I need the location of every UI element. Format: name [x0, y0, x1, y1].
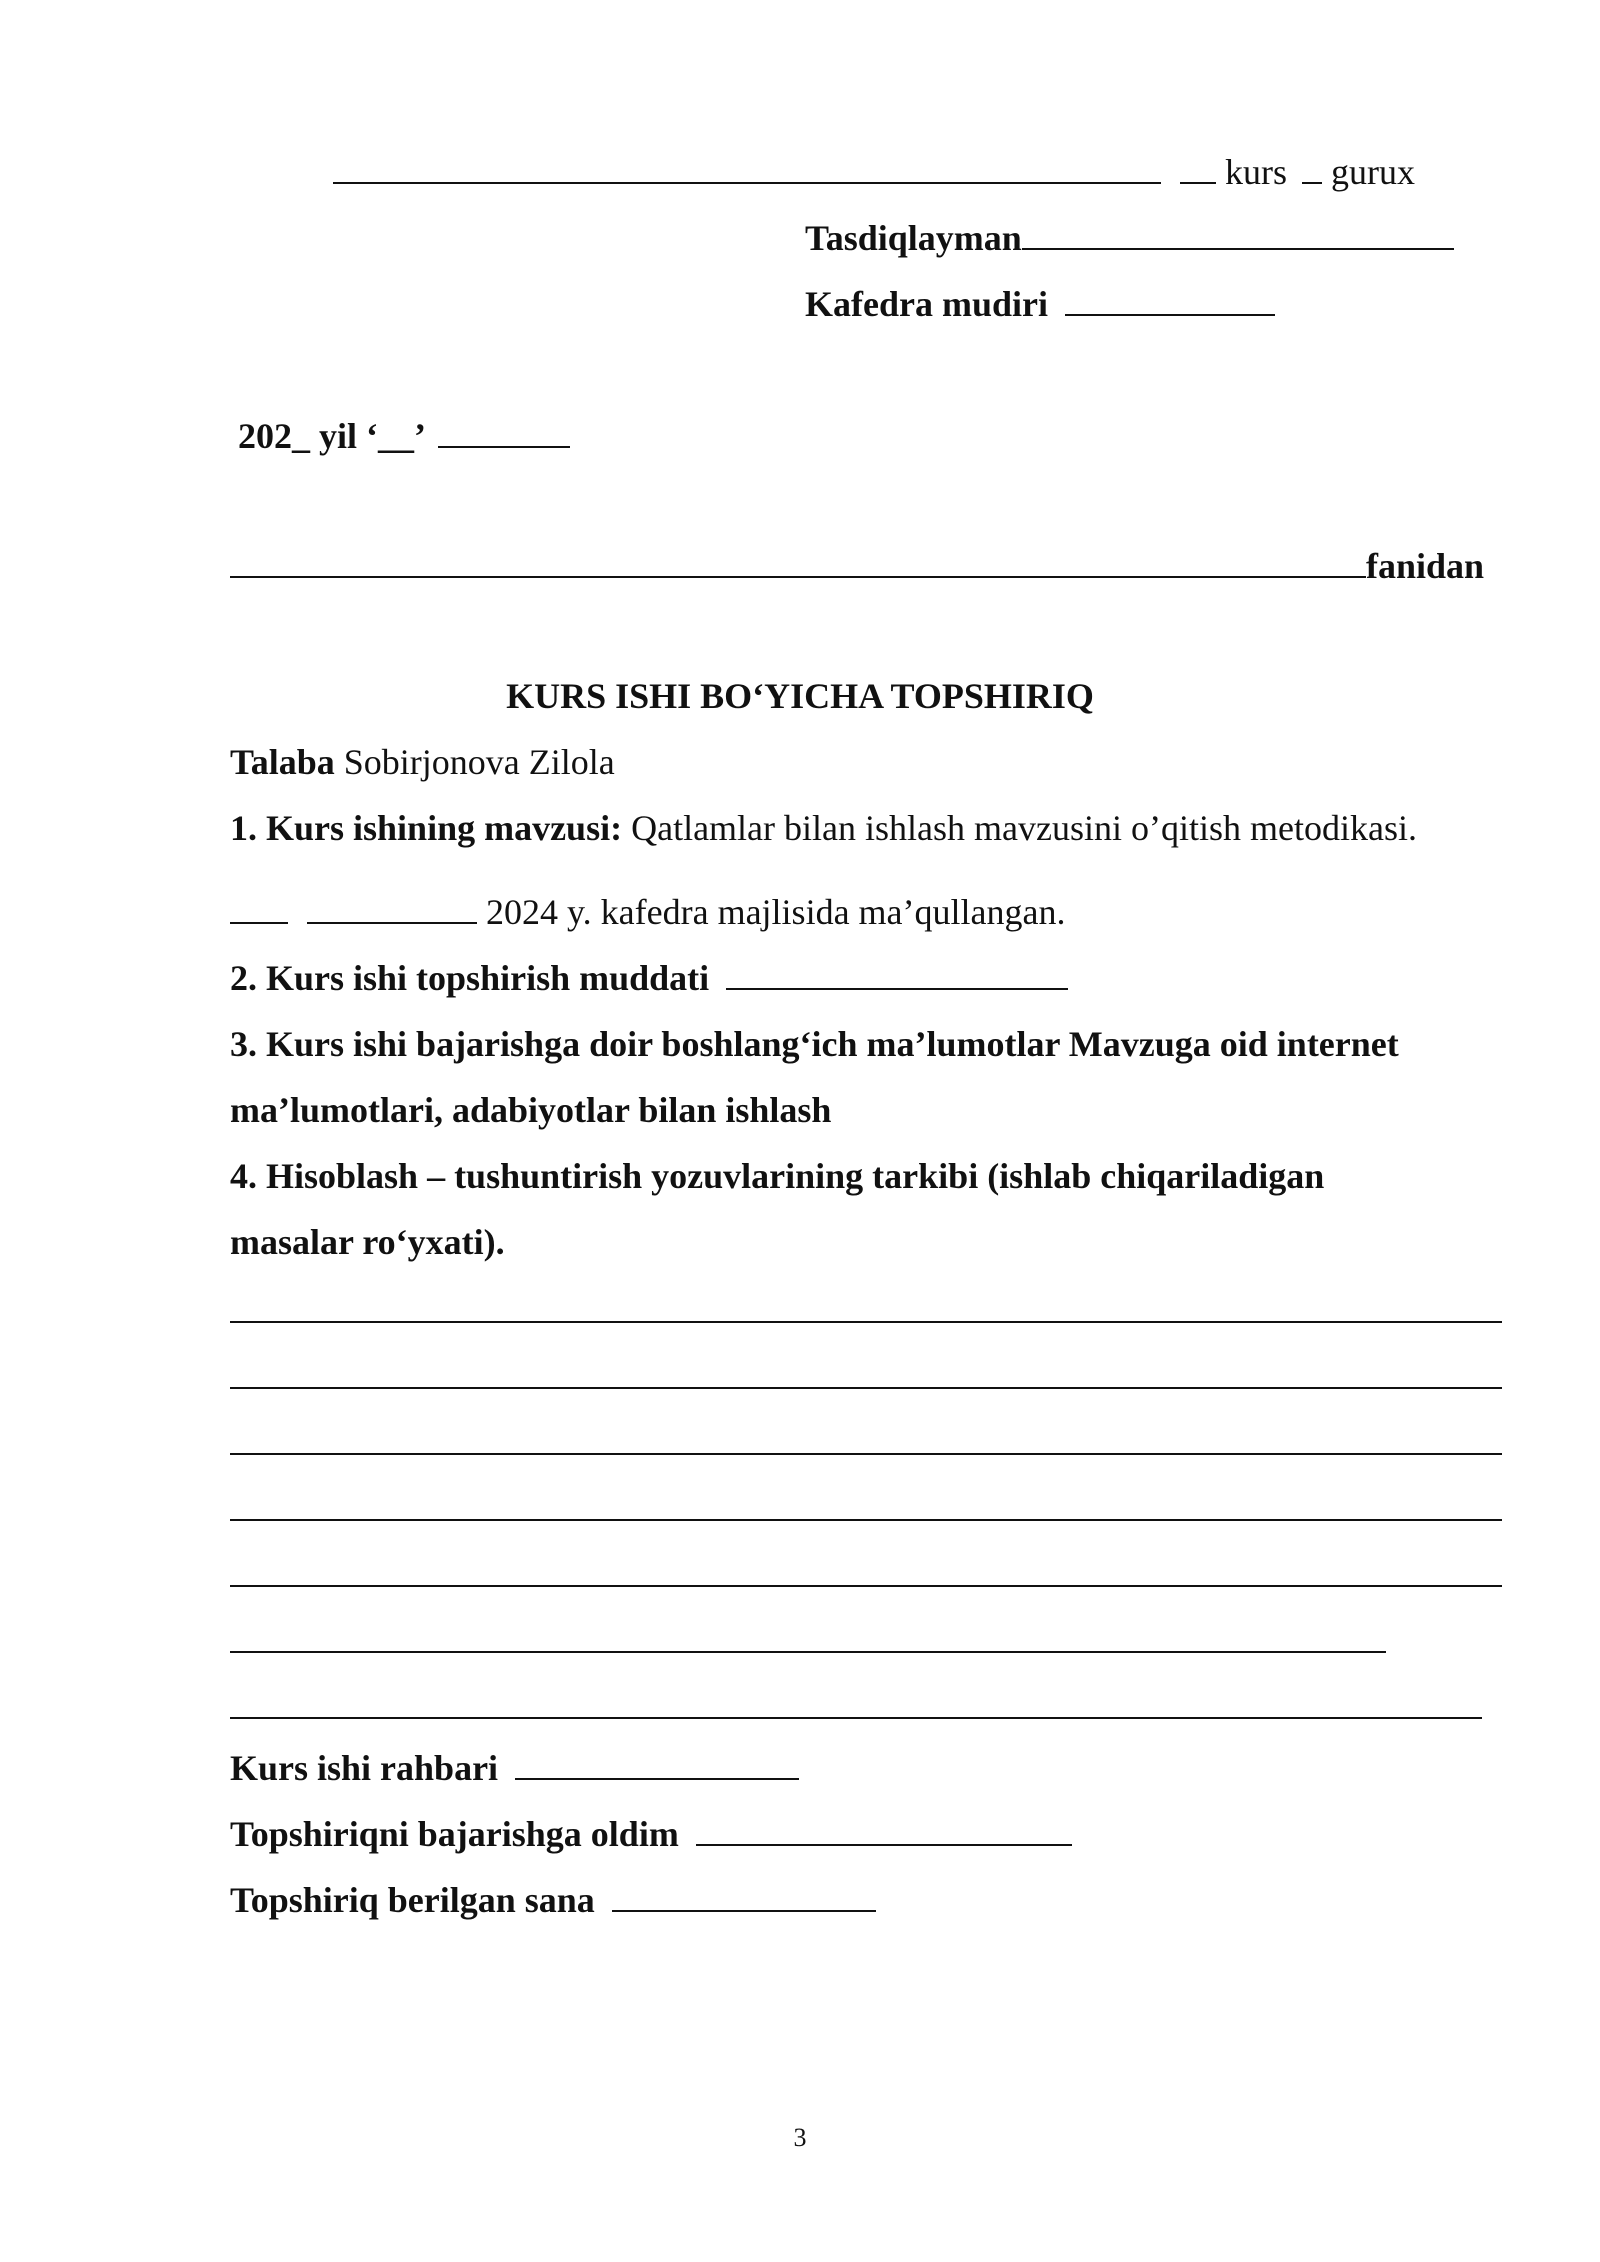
- topic-line: [230, 806, 1417, 850]
- deadline-label: 2. Kurs ishi topshirish muddati: [230, 958, 710, 998]
- head-label: Kafedra mudiri: [805, 284, 1048, 324]
- department-blank[interactable]: [333, 152, 1161, 184]
- accepted-label: Topshiriqni bajarishga oldim: [230, 1814, 679, 1854]
- accepted-signature-blank[interactable]: [696, 1814, 1072, 1846]
- writing-line-1[interactable]: [230, 1321, 1502, 1323]
- date-month-blank[interactable]: [438, 416, 570, 448]
- course-group-line: [333, 150, 1415, 194]
- issue-date-blank[interactable]: [612, 1880, 876, 1912]
- deadline-blank[interactable]: [726, 958, 1068, 990]
- supervisor-line: [230, 1746, 799, 1790]
- head-of-department-line: [805, 282, 1275, 326]
- supervisor-signature-blank[interactable]: [515, 1748, 799, 1780]
- approve-label: Tasdiqlayman: [805, 218, 1022, 258]
- head-signature-blank[interactable]: [1065, 284, 1275, 316]
- topic-label: 1. Kurs ishining mavzusi:: [230, 808, 623, 848]
- topic-value: Qatlamlar bilan ishlash mavzusini o’qitish metodikasi.: [631, 808, 1417, 848]
- approval-date-line: [238, 414, 570, 458]
- deadline-line: [230, 956, 1068, 1000]
- subject-blank[interactable]: [230, 546, 1366, 578]
- calculation-line-1: 4. Hisoblash – tushuntirish yozuvlarining tarkibi (ishlab chiqariladigan: [230, 1156, 1325, 1196]
- writing-line-7[interactable]: [230, 1717, 1482, 1719]
- issue-date-line: [230, 1878, 876, 1922]
- issue-date-label: Topshiriq berilgan sana: [230, 1880, 595, 1920]
- course-number-blank[interactable]: [1180, 152, 1216, 184]
- writing-line-5[interactable]: [230, 1585, 1502, 1587]
- accepted-line: [230, 1812, 1072, 1856]
- student-name: Sobirjonova Zilola: [343, 742, 615, 782]
- group-number-blank[interactable]: [1302, 152, 1322, 184]
- approval-day-blank[interactable]: [230, 892, 288, 924]
- writing-line-3[interactable]: [230, 1453, 1502, 1455]
- calculation-line-2: masalar ro‘yxati).: [230, 1222, 505, 1262]
- date-prefix: 202_ yil ‘__’: [238, 416, 424, 456]
- writing-line-4[interactable]: [230, 1519, 1502, 1521]
- document-title: KURS ISHI BO‘YICHA TOPSHIRIQ: [506, 676, 1094, 716]
- subject-line: [230, 544, 1484, 588]
- writing-line-2[interactable]: [230, 1387, 1502, 1389]
- approve-line: [805, 216, 1454, 260]
- approval-text: 2024 y. kafedra majlisida ma’qullangan.: [486, 892, 1066, 932]
- page-number: 3: [793, 2123, 807, 2152]
- initial-data-line-1: 3. Kurs ishi bajarishga doir boshlang‘ich ma’lumotlar Mavzuga oid internet: [230, 1024, 1399, 1064]
- approval-month-blank[interactable]: [307, 892, 477, 924]
- group-label: gurux: [1331, 152, 1415, 192]
- approval-line: [230, 890, 1065, 934]
- initial-data-line-2: ma’lumotlari, adabiyotlar bilan ishlash: [230, 1090, 832, 1130]
- writing-line-6[interactable]: [230, 1651, 1386, 1653]
- student-line: [230, 740, 615, 784]
- approve-signature-blank[interactable]: [1022, 218, 1454, 250]
- supervisor-label: Kurs ishi rahbari: [230, 1748, 499, 1788]
- subject-suffix: fanidan: [1366, 546, 1485, 586]
- course-label: kurs: [1225, 152, 1287, 192]
- student-label: Talaba: [230, 742, 335, 782]
